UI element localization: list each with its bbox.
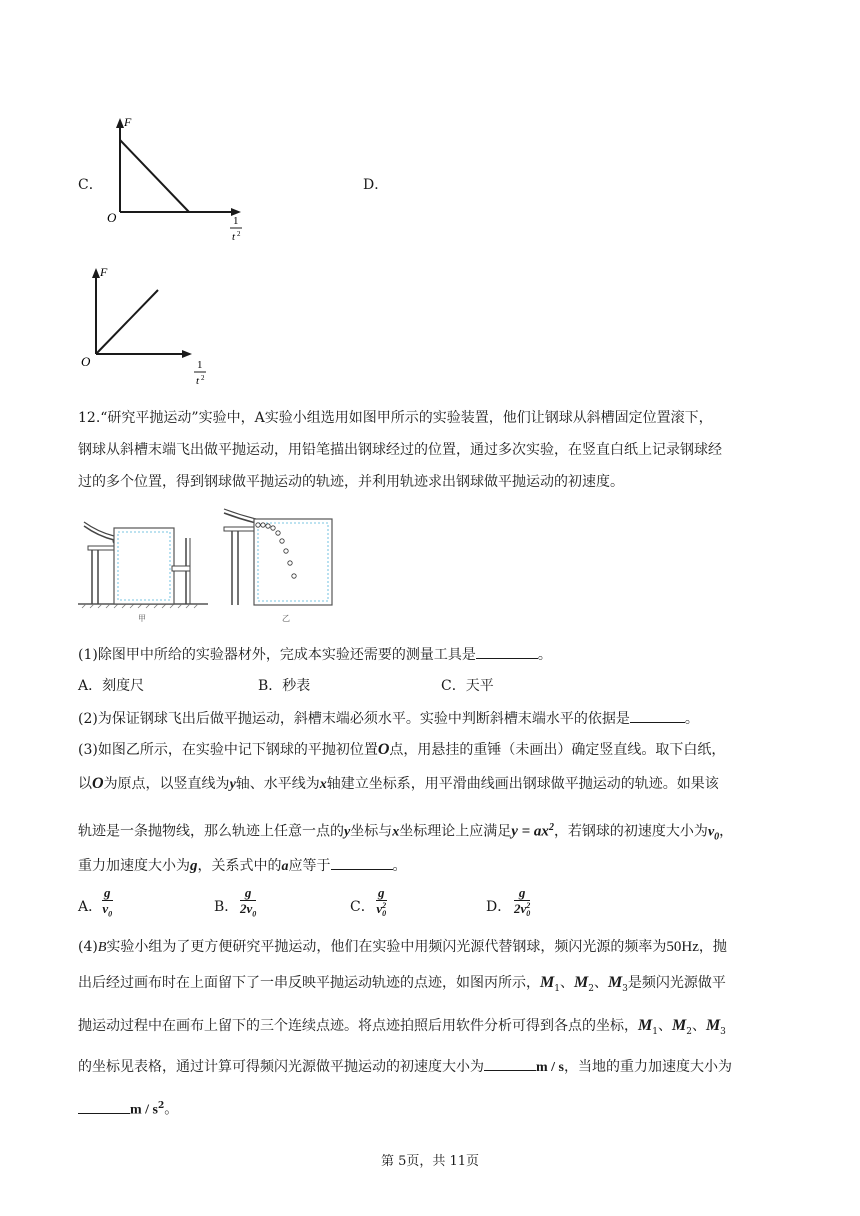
q12-part3-line3: 轨迹是一条抛物线，那么轨迹上任意一点的y坐标与x坐标理论上应满足$y = ax^2$，若钢球的初速度大小为$v_0$， bbox=[78, 822, 734, 843]
graph-c-x-den-sup: 2 bbox=[237, 230, 241, 238]
figure-jia-apparatus bbox=[78, 508, 208, 623]
q12-stem-line-2: 钢球从斜槽末端飞出做平抛运动，用铅笔描出钢球经过的位置，通过多次实验，在竖直白纸上记录钢球经 bbox=[78, 442, 722, 458]
answer-blank-4[interactable] bbox=[484, 1056, 536, 1071]
figure-yi-trajectory bbox=[220, 505, 340, 625]
option-c-label: C． bbox=[78, 177, 103, 193]
formula-y-ax2: y = ax bbox=[511, 823, 549, 840]
graph-c-f-axis-label: F bbox=[124, 115, 132, 129]
q12-part4-line4: 的坐标见表格，通过计算可得频闪光源做平抛运动的初速度大小为 m / s，当地的重力加速度大小为 bbox=[78, 1056, 732, 1078]
q12-part4-line5: m / $s^2$。 bbox=[78, 1096, 178, 1121]
graph-d-f-vs-inverse-t2 bbox=[72, 262, 242, 387]
graph-c-origin-label: O bbox=[107, 210, 117, 225]
graph-d-origin-label: O bbox=[81, 354, 91, 369]
q12-part1: (1)除图甲中所给的实验器材外，完成本实验还需要的测量工具是 。 bbox=[78, 644, 552, 665]
figure-jia-label: 甲 bbox=[138, 614, 146, 623]
answer-blank-5[interactable] bbox=[78, 1099, 130, 1114]
answer-blank-3[interactable] bbox=[331, 855, 393, 870]
q12-stem-line-1: 12.“研究平抛运动”实验中，A实验小组选用如图甲所示的实验装置，他们让钢球从斜槽固定位置滚下， bbox=[78, 410, 713, 426]
graph-d-x-den-sup: 2 bbox=[201, 374, 205, 382]
option-b-stopwatch[interactable]: B．秒表 bbox=[258, 678, 311, 694]
q12-part2: (2)为保证钢球飞出后做平抛运动，斜槽末端必须水平。实验中判断斜槽末端水平的依据是 。 bbox=[78, 708, 699, 729]
answer-blank-1[interactable] bbox=[476, 644, 538, 659]
q12-part3-line1: (3)如图乙所示，在实验中记下钢球的平抛初位置O点，用悬挂的重锤（未画出）确定竖直线。取下白纸， bbox=[78, 741, 726, 758]
graph-c-x-num: 1 bbox=[233, 215, 239, 227]
q12-part4-line1: (4)B实验小组为了更方便研究平抛运动，他们在实验中用频闪光源代替钢球，频闪光源的频率为50Hz，抛 bbox=[78, 939, 727, 955]
option-a-ruler[interactable]: A．刻度尺 bbox=[78, 678, 145, 694]
q12-part3-line4: 重力加速度大小为g，关系式中的a应等于 。 bbox=[78, 855, 407, 877]
page-footer: 第 5页，共 11页 bbox=[380, 1154, 480, 1169]
option-c-balance[interactable]: C．天平 bbox=[441, 678, 494, 694]
graph-c-x-den: t bbox=[232, 231, 236, 243]
q12-part3-line2: 以O为原点，以竖直线为y轴、水平线为x轴建立坐标系，用平滑曲线画出钢球做平抛运动的轨迹。如果该 bbox=[78, 775, 719, 792]
option-3b[interactable]: B． $\frac{g}{2v_0}$ bbox=[214, 885, 257, 919]
graph-d-x-den: t bbox=[196, 375, 200, 387]
option-3c[interactable]: C． g v 2 0 bbox=[350, 885, 387, 919]
q12-part4-line3: 抛运动过程中在画布上留下的三个连续点迹。将点迹拍照后用软件分析可得到各点的坐标，$M_1$、$M_2$、$M_3$ bbox=[78, 1017, 726, 1037]
option-3d[interactable]: D． g 2v 2 0 bbox=[486, 885, 531, 919]
answer-blank-2[interactable] bbox=[630, 708, 685, 723]
option-3a[interactable]: A． $\frac{g}{v_0}$ bbox=[78, 885, 113, 919]
graph-c-f-vs-inverse-t2 bbox=[95, 112, 265, 243]
graph-d-x-num: 1 bbox=[197, 359, 203, 371]
figure-yi-label: 乙 bbox=[282, 614, 290, 623]
graph-d-f-axis-label: F bbox=[100, 265, 108, 279]
option-d-label: D． bbox=[363, 177, 389, 193]
q12-part4-line2: 出后经过画布时在上面留下了一串反映平抛运动轨迹的点迹，如图丙所示，$M_1$、$M_2$、$M_3$是频闪光源做平 bbox=[78, 974, 726, 994]
q12-stem-line-3: 过的多个位置，得到钢球做平抛运动的轨迹，并利用轨迹求出钢球做平抛运动的初速度。 bbox=[78, 474, 624, 490]
q12-part1-options bbox=[78, 676, 494, 696]
